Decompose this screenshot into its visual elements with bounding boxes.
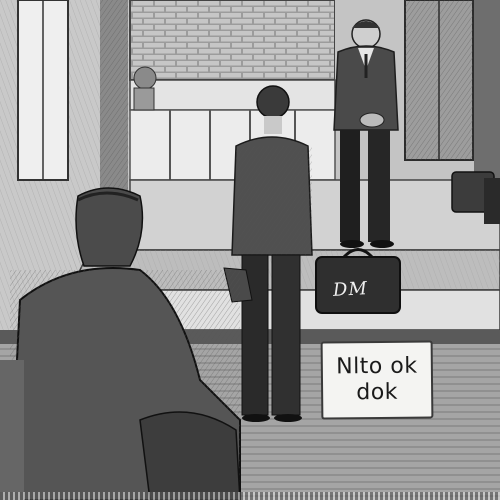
stage-upper xyxy=(130,180,500,250)
sign-line-2: dok xyxy=(356,379,399,406)
balcony-ledge xyxy=(130,80,335,110)
caption-strip xyxy=(0,492,500,500)
distant-figure-body xyxy=(134,88,154,110)
sign-line-1: Nlto ok xyxy=(336,353,418,380)
brick-wall xyxy=(130,0,335,80)
briefcase-label: DM xyxy=(332,278,369,301)
distant-figure-head xyxy=(134,67,156,89)
floor-sign xyxy=(321,340,434,419)
